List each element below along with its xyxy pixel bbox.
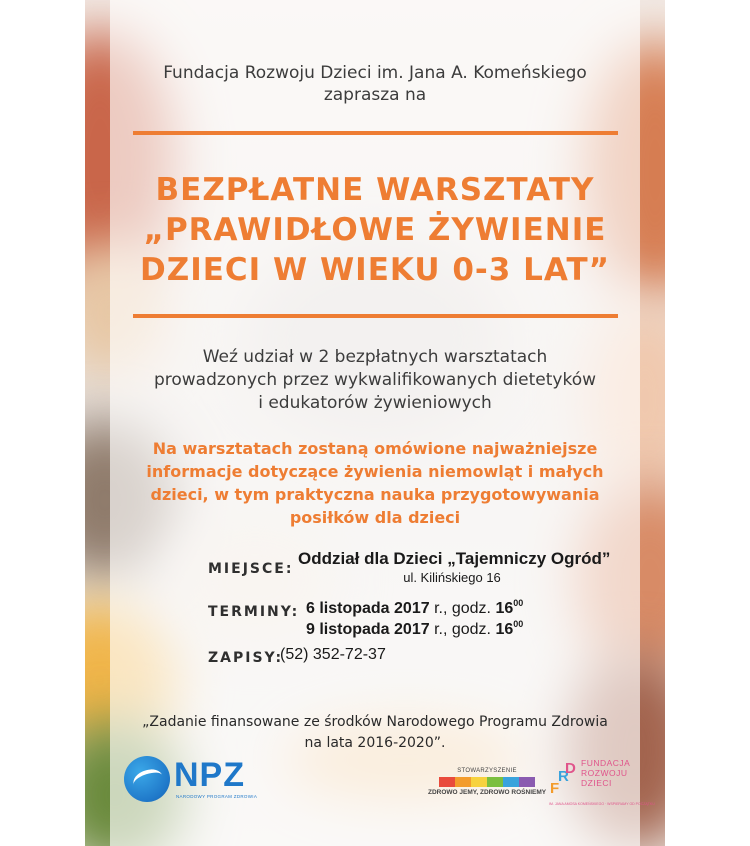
poster-title: [0, 170, 750, 290]
stowarzyszenie-top: STOWARZYSZENIE: [457, 768, 517, 774]
term-item: 6 listopada 2017 r., godz. $16^{00}$: [306, 598, 524, 617]
npz-subtitle: NARODOWY PROGRAM ZDROWIA: [176, 794, 258, 799]
term-item: 9 listopada 2017 r., godz. $16^{00}$: [306, 619, 524, 638]
intro-line-2: prowadzonych przez wykwalifikowanych dietetyków: [153, 370, 597, 390]
place-street: ul. Kilińskiego 16: [403, 570, 501, 585]
details-line-1: Na warsztatach zostaną omówione najważniejsze: [152, 439, 598, 458]
title-line-2: „PRAWIDŁOWE ŻYWIENIE: [143, 212, 607, 248]
npz-logo: [124, 756, 264, 806]
funding-line-2: na lata 2016-2020”.: [304, 735, 446, 751]
details-line-4: posiłków dla dzieci: [289, 508, 461, 527]
invite-text: zaprasza na: [323, 85, 427, 105]
intro-text: [0, 346, 750, 415]
frd-monogram-icon: F R D: [550, 760, 576, 797]
npz-emblem-icon: [124, 756, 170, 802]
fundacja-logo: [547, 758, 657, 810]
terms-label: TERMINY:: [208, 604, 300, 620]
funding-line-1: „Zadanie finansowane ze środków Narodowego Programu Zdrowia: [142, 714, 608, 730]
intro-line-3: i edukatorów żywieniowych: [258, 393, 492, 413]
fundacja-name: FUNDACJA ROZWOJU DZIECI: [581, 758, 631, 788]
details-line-3: dzieci, w tym praktyczna nauka przygotowywania: [150, 485, 600, 504]
title-line-3: DZIECI W WIEKU 0-3 LAT”: [140, 252, 610, 288]
stowarzyszenie-name: ZDROWO JEMY, ZDROWO ROŚNIEMY: [428, 789, 547, 796]
signup-phone: (52) 352-72-37: [280, 646, 386, 663]
title-line-1: BEZPŁATNE WARSZTATY: [155, 172, 595, 208]
stowarzyszenie-logo: [428, 768, 546, 812]
place-name: Oddział dla Dzieci „Tajemniczy Ogród”: [298, 549, 611, 568]
fundacja-subtitle: IM. JANA AMOSA KOMEŃSKIEGO · WSPIERAMY OD POCZĄTKU: [549, 802, 655, 806]
stowarzyszenie-color-bar-icon: [439, 777, 535, 787]
workshop-details: [0, 437, 750, 529]
bottom-divider: [133, 314, 618, 318]
intro-line-1: Weź udział w 2 bezpłatnych warsztatach: [202, 347, 548, 367]
funding-note: [0, 712, 750, 754]
npz-mark: NPZ: [174, 756, 245, 794]
header: [0, 62, 750, 106]
place-label: MIEJSCE:: [208, 561, 294, 577]
details-line-2: informacje dotyczące żywienia niemowląt i małych: [146, 462, 604, 481]
organizer-name: Fundacja Rozwoju Dzieci im. Jana A. Komeńskiego: [163, 63, 587, 83]
top-divider: [133, 131, 618, 135]
signup-label: ZAPISY:: [208, 650, 284, 666]
